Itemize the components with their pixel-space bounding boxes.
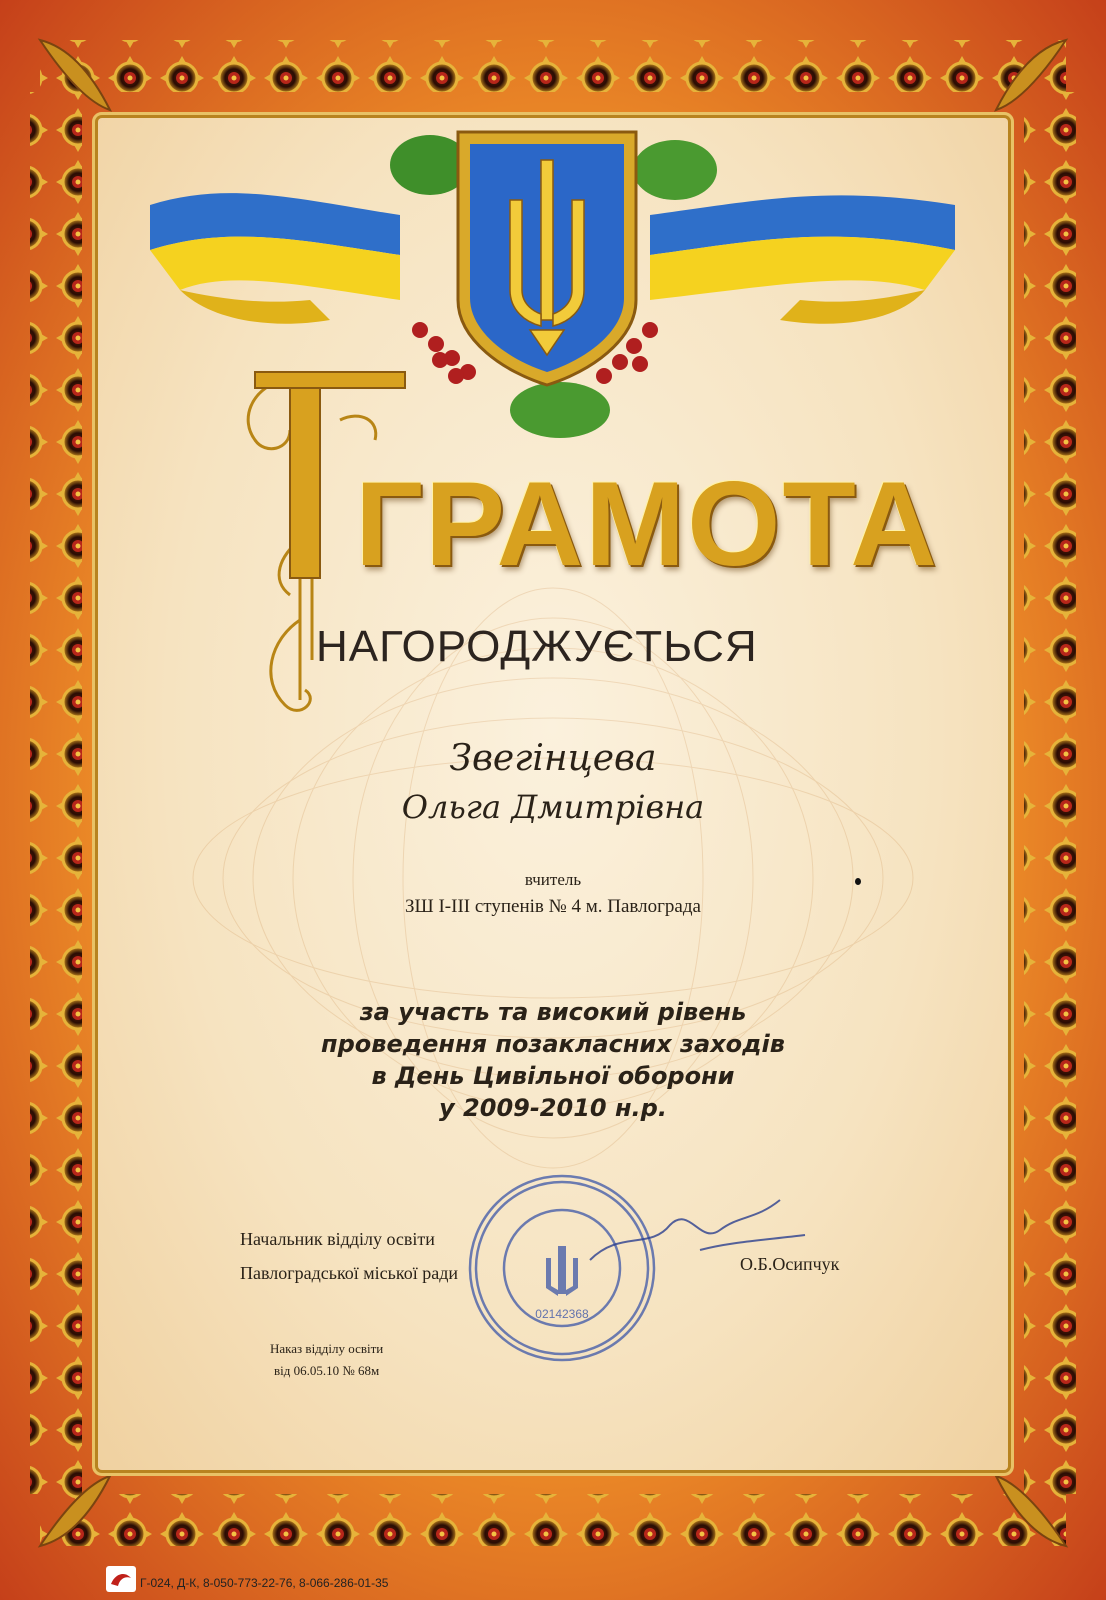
reason-line: в День Цивільної оборони	[371, 1062, 735, 1090]
signatory-title-line1: Начальник відділу освіти	[240, 1229, 435, 1249]
recipient-given-names: Ольга Дмитрівна	[401, 788, 705, 826]
printer-imprint: Г-024, Д-К, 8-050-773-22-76, 8-066-286-01-35	[140, 1576, 389, 1590]
order-reference	[270, 1338, 383, 1382]
reason-line: за участь та високий рівень	[359, 998, 747, 1026]
flag-ribbon-left	[150, 193, 400, 324]
recipient-school: ЗШ І-ІІІ ступенів № 4 м. Павлограда	[405, 896, 701, 917]
recipient-surname: Звегінцева	[449, 738, 657, 779]
publisher-logo-icon	[106, 1566, 136, 1592]
certificate-title: ГРАМОТА	[355, 457, 939, 591]
ink-dot	[855, 878, 861, 885]
signatory-title	[240, 1222, 458, 1290]
reason-line: у 2009-2010 н.р.	[439, 1094, 667, 1122]
awarded-label: НАГОРОДЖУЄТЬСЯ	[316, 622, 758, 671]
stamp-trident-icon	[546, 1246, 578, 1296]
flag-ribbon-right	[650, 195, 955, 323]
order-line1: Наказ відділу освіти	[270, 1341, 384, 1356]
signatory-name: О.Б.Осипчук	[740, 1254, 840, 1274]
reason-line: проведення позакласних заходів	[321, 1030, 785, 1058]
recipient-position: вчитель	[524, 870, 582, 889]
stamp-code: 02142368	[535, 1307, 589, 1321]
signatory-title-line2: Павлоградської міської ради	[240, 1263, 458, 1283]
order-line2: від 06.05.10 № 68м	[274, 1363, 380, 1378]
